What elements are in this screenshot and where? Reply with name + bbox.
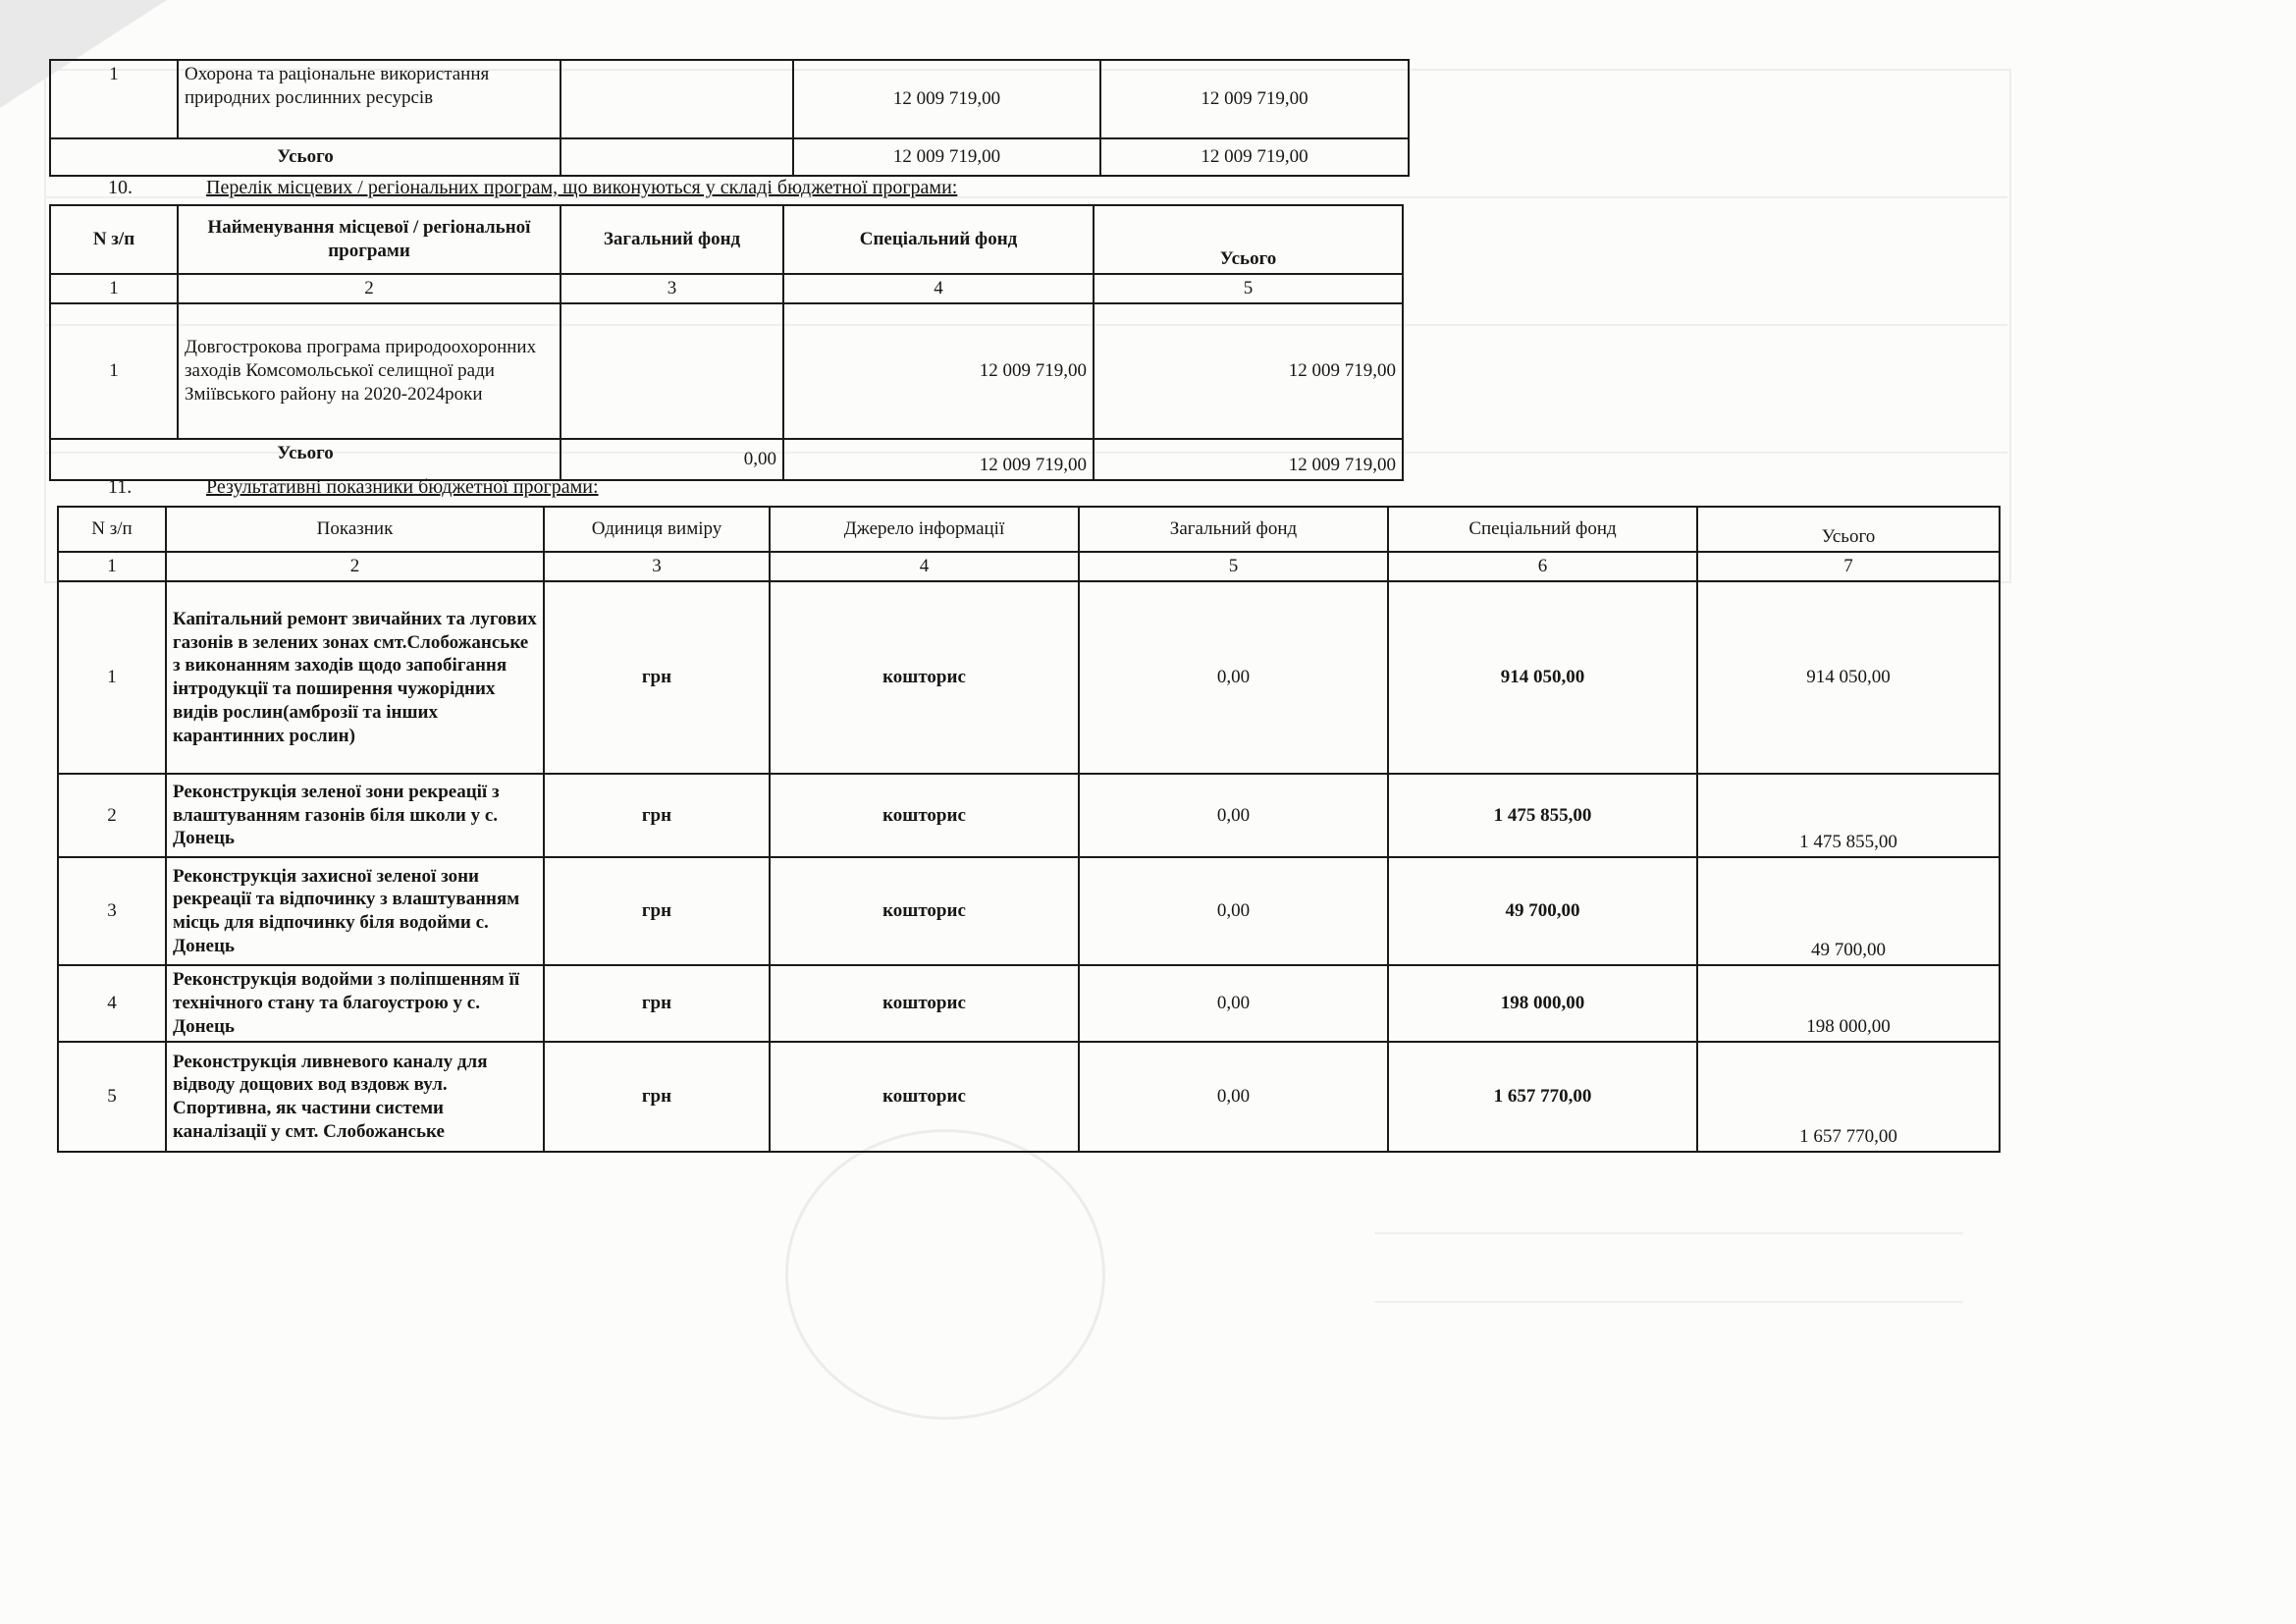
total-cell: 914 050,00 [1697, 581, 2000, 774]
section-title: Перелік місцевих / регіональних програм, що виконуються у складі бюджетної програми: [206, 177, 958, 198]
col-header-general: Загальний фонд [1079, 507, 1388, 552]
table-row [58, 857, 2000, 965]
col-header-name: Найменування місцевої / регіональної програми [178, 205, 561, 274]
unit-cell: грн [544, 857, 770, 965]
source-cell: кошторис [770, 965, 1079, 1042]
col-number: 4 [770, 552, 1079, 581]
unit-cell: грн [544, 581, 770, 774]
table-row [58, 581, 2000, 774]
performance-indicators-table [57, 506, 2001, 1153]
indicator-name: Реконструкція ливневого каналу для відводу дощових вод вздовж вул. Спортивна, як частини системи каналізації у смт. Слобожанське [166, 1042, 544, 1152]
indicator-name: Капітальний ремонт звичайних та лугових газонів в зелених зонах смт.Слобожанське з виконанням заходів щодо запобігання інтродукції та поширення чужорідних видів рослин(амброзії та інших карантинних рослин) [166, 581, 544, 774]
header-row [50, 205, 1403, 274]
col-number: 5 [1079, 552, 1388, 581]
column-number-row [50, 274, 1403, 303]
col-number: 2 [166, 552, 544, 581]
col-number: 7 [1697, 552, 2000, 581]
program-name: Довгострокова програма природоохоронних заходів Комсомольської селищної ради Зміївського району на 2020-2024роки [178, 303, 561, 439]
section-11-heading [108, 476, 599, 499]
col-header-source: Джерело інформації [770, 507, 1079, 552]
header-row [58, 507, 2000, 552]
local-programs-table [49, 204, 1404, 481]
row-number: 4 [58, 965, 166, 1042]
table-row [50, 60, 1409, 138]
row-number: 3 [58, 857, 166, 965]
total-cell: 1 657 770,00 [1697, 1042, 2000, 1152]
indicator-name: Реконструкція захисної зеленої зони рекреації та відпочинку з влаштуванням місць для відпочинку біля водойми с. Донець [166, 857, 544, 965]
general-fund-cell [561, 60, 793, 138]
row-number: 1 [58, 581, 166, 774]
total-label: Усього [50, 439, 561, 480]
source-cell: кошторис [770, 581, 1079, 774]
row-number: 1 [50, 60, 178, 138]
col-header-num: N з/п [58, 507, 166, 552]
special-fund-cell: 12 009 719,00 [783, 303, 1094, 439]
source-cell: кошторис [770, 857, 1079, 965]
general-fund-cell: 0,00 [1079, 774, 1388, 857]
table-row [50, 303, 1403, 439]
grand-total: 12 009 719,00 [1094, 439, 1403, 480]
indicator-name: Реконструкція водойми з поліпшенням її технічного стану та благоустрою у с. Донець [166, 965, 544, 1042]
general-fund-cell [561, 303, 783, 439]
section-number: 11. [108, 476, 133, 498]
bleed-through-line [1374, 1232, 1963, 1234]
total-cell: 1 475 855,00 [1697, 774, 2000, 857]
special-fund-total: 12 009 719,00 [783, 439, 1094, 480]
col-header-unit: Одиниця виміру [544, 507, 770, 552]
col-header-indicator: Показник [166, 507, 544, 552]
col-number: 3 [544, 552, 770, 581]
indicator-name: Реконструкція зеленої зони рекреації з влаштуванням газонів біля школи у с. Донець [166, 774, 544, 857]
budget-directions-table [49, 59, 1410, 177]
col-header-total: Усього [1697, 507, 2000, 552]
special-fund-cell: 198 000,00 [1388, 965, 1697, 1042]
total-cell: 198 000,00 [1697, 965, 2000, 1042]
table-row [58, 965, 2000, 1042]
unit-cell: грн [544, 965, 770, 1042]
col-header-special: Спеціальний фонд [1388, 507, 1697, 552]
table-row [58, 774, 2000, 857]
special-fund-cell: 12 009 719,00 [793, 60, 1100, 138]
section-number: 10. [108, 177, 133, 198]
general-fund-cell: 0,00 [1079, 965, 1388, 1042]
column-number-row [58, 552, 2000, 581]
source-cell: кошторис [770, 1042, 1079, 1152]
general-fund-cell: 0,00 [1079, 1042, 1388, 1152]
col-number: 6 [1388, 552, 1697, 581]
col-header-num: N з/п [50, 205, 178, 274]
total-row [50, 439, 1403, 480]
unit-cell: грн [544, 774, 770, 857]
general-fund-cell: 0,00 [1079, 581, 1388, 774]
total-cell: 12 009 719,00 [1100, 60, 1409, 138]
total-cell: 12 009 719,00 [1094, 303, 1403, 439]
special-fund-cell: 1 475 855,00 [1388, 774, 1697, 857]
row-number: 2 [58, 774, 166, 857]
section-title: Результативні показники бюджетної програми: [206, 476, 599, 498]
col-number: 3 [561, 274, 783, 303]
row-number: 1 [50, 303, 178, 439]
col-header-total: Усього [1094, 205, 1403, 274]
special-fund-cell: 49 700,00 [1388, 857, 1697, 965]
grand-total: 12 009 719,00 [1100, 138, 1409, 176]
col-number: 1 [58, 552, 166, 581]
section-10-heading [108, 177, 957, 199]
bleed-through-line [1374, 1301, 1963, 1303]
special-fund-total: 12 009 719,00 [793, 138, 1100, 176]
total-label: Усього [50, 138, 561, 176]
row-number: 5 [58, 1042, 166, 1152]
direction-name: Охорона та раціональне використання природних рослинних ресурсів [178, 60, 561, 138]
general-fund-total [561, 138, 793, 176]
table-row [58, 1042, 2000, 1152]
special-fund-cell: 914 050,00 [1388, 581, 1697, 774]
general-fund-cell: 0,00 [1079, 857, 1388, 965]
total-row [50, 138, 1409, 176]
col-number: 4 [783, 274, 1094, 303]
col-number: 5 [1094, 274, 1403, 303]
special-fund-cell: 1 657 770,00 [1388, 1042, 1697, 1152]
col-header-general: Загальний фонд [561, 205, 783, 274]
unit-cell: грн [544, 1042, 770, 1152]
col-number: 1 [50, 274, 178, 303]
general-fund-total: 0,00 [561, 439, 783, 480]
bleed-through-seal [785, 1129, 1105, 1420]
col-header-special: Спеціальний фонд [783, 205, 1094, 274]
source-cell: кошторис [770, 774, 1079, 857]
total-cell: 49 700,00 [1697, 857, 2000, 965]
col-number: 2 [178, 274, 561, 303]
